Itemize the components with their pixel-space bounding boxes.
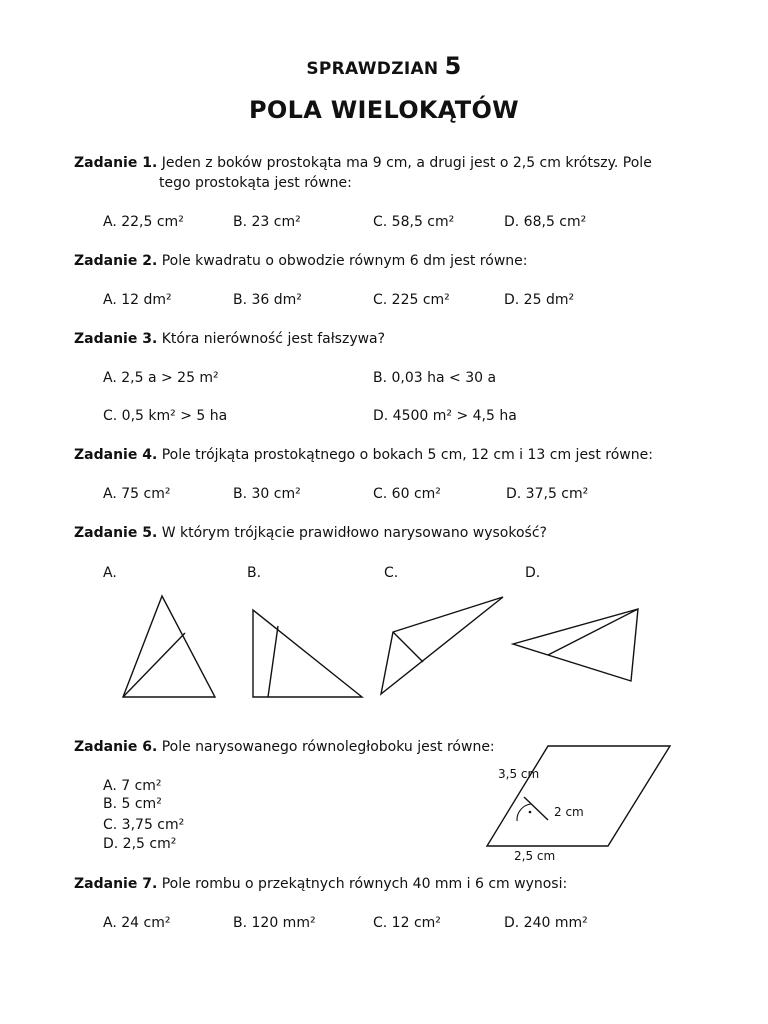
parallelogram-figure bbox=[487, 746, 670, 846]
task-4-option-a[interactable]: A. 75 cm² bbox=[103, 486, 171, 502]
task-6-question bbox=[74, 738, 495, 756]
task-6-option-a[interactable]: A. 7 cm² bbox=[103, 778, 162, 794]
task-1-label: Zadanie 1. bbox=[74, 155, 158, 171]
task-7-label: Zadanie 7. bbox=[74, 876, 158, 892]
parallelogram-base-label: 2,5 cm bbox=[514, 849, 556, 863]
task-3-option-c[interactable]: C. 0,5 km² > 5 ha bbox=[103, 408, 228, 424]
task-5-option-c[interactable]: C. bbox=[384, 565, 399, 581]
task-7-question bbox=[74, 875, 567, 893]
task-7-text: Pole rombu o przekątnych równych 40 mm i 6 cm wynosi: bbox=[161, 876, 568, 892]
triangle-c bbox=[381, 597, 503, 694]
task-5-text: W którym trójkącie prawidłowo narysowano wysokość? bbox=[161, 525, 547, 541]
task-4-option-c[interactable]: C. 60 cm² bbox=[373, 486, 441, 502]
task-6-option-d[interactable]: D. 2,5 cm² bbox=[103, 836, 177, 852]
triangle-d bbox=[513, 609, 638, 681]
task-2-option-b[interactable]: B. 36 dm² bbox=[233, 292, 302, 308]
triangle-a bbox=[123, 596, 215, 697]
task-1-option-a[interactable]: A. 22,5 cm² bbox=[103, 214, 184, 230]
parallelogram-height-label: 2 cm bbox=[554, 805, 584, 819]
task-2-label: Zadanie 2. bbox=[74, 253, 158, 269]
task-6-option-c[interactable]: C. 3,75 cm² bbox=[103, 817, 185, 833]
task-6-text: Pole narysowanego równoległoboku jest równe: bbox=[161, 739, 495, 755]
task-5-option-a[interactable]: A. bbox=[103, 565, 117, 581]
task-2-option-a[interactable]: A. 12 dm² bbox=[103, 292, 172, 308]
parallelogram-side-label: 3,5 cm bbox=[498, 767, 540, 781]
task-5-option-b[interactable]: B. bbox=[247, 565, 262, 581]
task-3-option-d[interactable]: D. 4500 m² > 4,5 ha bbox=[373, 408, 517, 424]
task-3-option-b[interactable]: B. 0,03 ha < 30 a bbox=[373, 370, 497, 386]
task-7-option-a[interactable]: A. 24 cm² bbox=[103, 915, 171, 931]
task-2-option-c[interactable]: C. 225 cm² bbox=[373, 292, 450, 308]
task-1-option-c[interactable]: C. 58,5 cm² bbox=[373, 214, 455, 230]
task-7-option-b[interactable]: B. 120 mm² bbox=[233, 915, 316, 931]
task-4-label: Zadanie 4. bbox=[74, 447, 158, 463]
task-1-text-line2: tego prostokąta jest równe: bbox=[159, 175, 352, 191]
task-2-option-d[interactable]: D. 25 dm² bbox=[504, 292, 575, 308]
task-4-option-d[interactable]: D. 37,5 cm² bbox=[506, 486, 589, 502]
task-1-text-line1: Jeden z boków prostokąta ma 9 cm, a drugi jest o 2,5 cm krótszy. Pole bbox=[161, 155, 652, 171]
task-5-label: Zadanie 5. bbox=[74, 525, 158, 541]
task-3-text: Która nierówność jest fałszywa? bbox=[161, 331, 386, 347]
task-7-option-d[interactable]: D. 240 mm² bbox=[504, 915, 588, 931]
task-1-option-d[interactable]: D. 68,5 cm² bbox=[504, 214, 587, 230]
task-1-option-b[interactable]: B. 23 cm² bbox=[233, 214, 301, 230]
task-6-option-b[interactable]: B. 5 cm² bbox=[103, 796, 162, 812]
task-6-label: Zadanie 6. bbox=[74, 739, 158, 755]
task-7-option-c[interactable]: C. 12 cm² bbox=[373, 915, 441, 931]
task-4-option-b[interactable]: B. 30 cm² bbox=[233, 486, 301, 502]
task-3-label: Zadanie 3. bbox=[74, 331, 158, 347]
task-2-text: Pole kwadratu o obwodzie równym 6 dm jest równe: bbox=[161, 253, 528, 269]
task-3-option-a[interactable]: A. 2,5 a > 25 m² bbox=[103, 370, 219, 386]
page-title: POLA WIELOKĄTÓW bbox=[249, 96, 519, 124]
test-kicker-text: SPRAWDZIAN bbox=[306, 59, 439, 79]
triangle-b bbox=[253, 610, 362, 697]
task-5-option-d[interactable]: D. bbox=[525, 565, 541, 581]
test-number: 5 bbox=[444, 52, 462, 80]
task-4-text: Pole trójkąta prostokątnego o bokach 5 cm, 12 cm i 13 cm jest równe: bbox=[161, 447, 653, 463]
